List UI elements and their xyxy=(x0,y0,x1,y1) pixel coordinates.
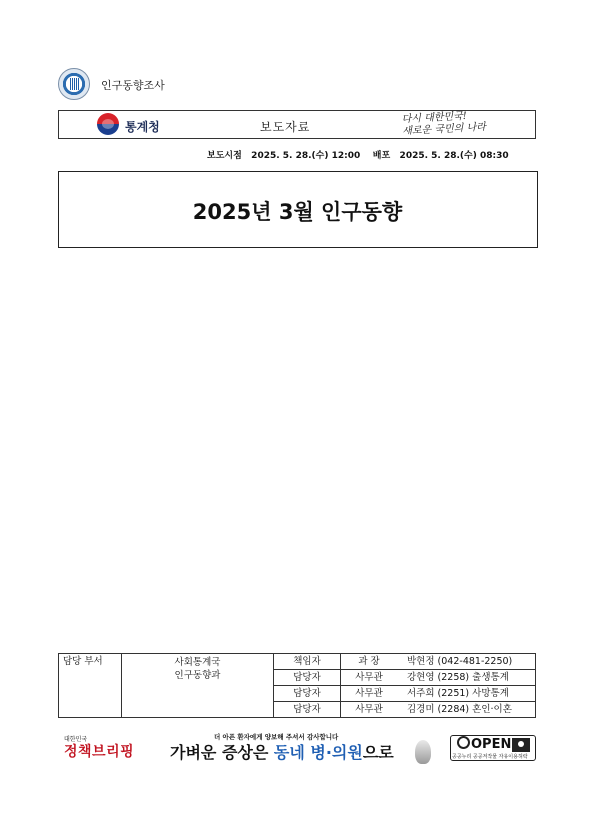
open-license-label: OPEN xyxy=(457,736,511,752)
campaign-text-a: 가벼운 증상은 xyxy=(170,743,274,762)
briefing-logo: 정책브리핑 xyxy=(64,744,135,760)
contact-info xyxy=(341,670,536,686)
division-line-1: 사회통계국 xyxy=(174,657,221,668)
division-line-2: 인구동향과 xyxy=(174,670,221,681)
campaign-text-b: 동네 병·의원 xyxy=(273,743,363,762)
contact-title: 사무관 xyxy=(355,704,383,715)
release-dates: 보도시점 2025. 5. 28.(수) 12:00 배포 2025. 5. 28.(수) 08:30 xyxy=(207,151,509,161)
slogan-line-1: 다시 대한민국! xyxy=(401,110,468,126)
contact-info xyxy=(341,702,536,718)
contact-person: 서주희 (2251) 사망통계 xyxy=(407,688,509,699)
contact-table xyxy=(58,653,536,718)
campaign-drop-icon xyxy=(415,740,431,764)
campaign-subtitle: 더 아픈 환자에게 양보해 주셔서 감사합니다 xyxy=(214,733,339,741)
contact-role: 담당자 xyxy=(274,670,341,686)
briefing-small-label: 대한민국 xyxy=(64,736,88,743)
license-person-icon xyxy=(512,738,530,752)
division-cell xyxy=(122,654,274,718)
contact-role: 담당자 xyxy=(274,702,341,718)
contact-info xyxy=(341,654,536,670)
slogan xyxy=(401,110,486,138)
contact-person: 김경미 (2284) 혼인·이혼 xyxy=(407,704,512,715)
page-title: 2025년 3월 인구동향 xyxy=(192,200,403,224)
press-release-label: 보도자료 xyxy=(260,120,311,134)
contact-person: 박현정 (042-481-2250) xyxy=(407,656,513,667)
survey-emblem-icon xyxy=(58,68,90,100)
contact-info xyxy=(341,686,536,702)
survey-title: 인구동향조사 xyxy=(101,79,165,92)
campaign-banner xyxy=(170,740,394,763)
campaign-text-c: 으로 xyxy=(362,743,394,762)
contact-title: 사무관 xyxy=(355,688,383,699)
kostat-logo-icon xyxy=(97,113,119,135)
slogan-line-2: 새로운 국민의 나라 xyxy=(402,121,487,138)
table-row xyxy=(59,654,536,670)
agency-name: 통계청 xyxy=(125,120,160,134)
contact-role: 담당자 xyxy=(274,686,341,702)
contact-person: 강현영 (2258) 출생통계 xyxy=(407,672,509,683)
contact-title: 사무관 xyxy=(355,672,383,683)
dept-label: 담당 부서 xyxy=(59,654,122,718)
contact-role: 책임자 xyxy=(274,654,341,670)
open-license-sub: 공공누리 공공저작물 자유이용허락 xyxy=(452,754,528,760)
contact-title: 과 장 xyxy=(358,656,380,667)
